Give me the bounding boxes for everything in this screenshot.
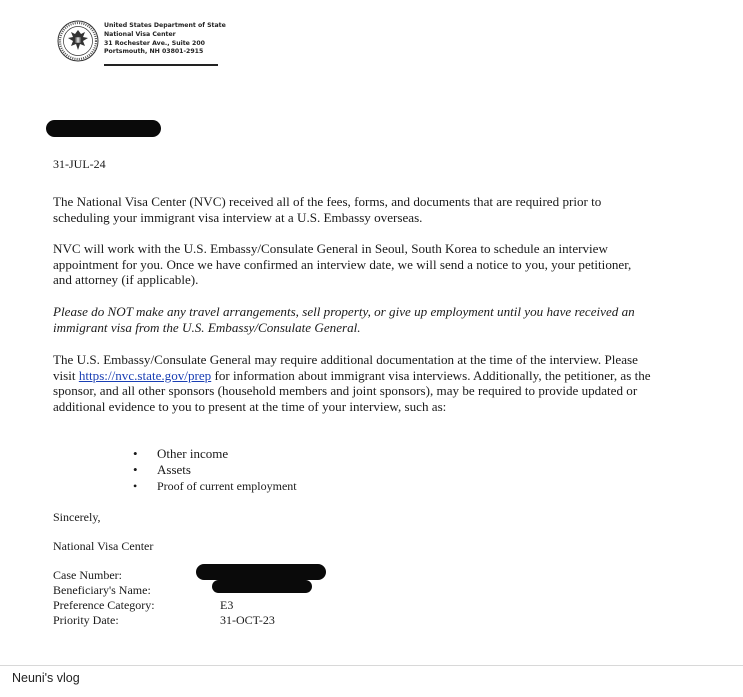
list-item: [133, 462, 297, 478]
redacted-case-number: [196, 564, 326, 580]
bullet-icon: •: [133, 479, 138, 493]
letterhead-center: National Visa Center: [104, 30, 176, 38]
letterhead-city: Portsmouth, NH 03801-2915: [104, 48, 204, 56]
list-item-label: Proof of current employment: [157, 479, 297, 493]
list-item-label: Assets: [157, 462, 191, 477]
paragraph-fees-received: The National Visa Center (NVC) received all of the fees, forms, and documents that are required prior to scheduling your immigrant visa interview at a U.S. Embassy overseas.: [53, 194, 602, 225]
priority-label: Priority Date:: [53, 613, 119, 627]
priority-value: 31-OCT-23: [220, 613, 275, 627]
list-item: [133, 446, 297, 462]
redacted-recipient: [46, 120, 161, 137]
letterhead-street: 31 Rochester Ave., Suite 200: [104, 39, 205, 47]
case-number-label: Case Number:: [53, 568, 122, 582]
nvc-prep-link[interactable]: https://nvc.state.gov/prep: [78, 367, 212, 383]
list-item-label: Other income: [157, 446, 229, 461]
beneficiary-label: Beneficiary's Name:: [53, 583, 151, 597]
redacted-beneficiary-name: [212, 580, 312, 593]
watermark-caption: Neuni's vlog: [12, 671, 80, 685]
evidence-list: [133, 446, 297, 494]
list-item: [133, 478, 297, 494]
letterhead-rule: [104, 64, 218, 66]
preference-value: E3: [220, 598, 234, 612]
letter-date: 31-JUL-24: [53, 157, 106, 171]
documentation-text-end: for information about immigrant visa interviews. Additionally, the petitioner, as the sponsor, and all other sponsors (household members and joint sponsors), may be required to provide updated or additional evidence to you to present at the time of your interview, such as:: [53, 367, 651, 414]
letterhead: [104, 22, 226, 57]
bullet-icon: •: [133, 462, 138, 477]
paragraph-documentation: [53, 352, 653, 414]
documentation-text-start: The U.S. Embassy/Consulate General may require additional documentation at the time of the interview. Please visit: [53, 352, 638, 383]
great-seal-icon: [57, 20, 99, 62]
preference-row: [53, 598, 353, 613]
preference-label: Preference Category:: [53, 598, 155, 612]
priority-row: [53, 613, 353, 628]
bullet-icon: •: [133, 446, 138, 461]
paragraph-travel-warning: Please do NOT make any travel arrangements, sell property, or give up employment until you have received an immigrant visa from the U.S. Embassy/Consulate General.: [53, 304, 635, 335]
paragraph-scheduling: NVC will work with the U.S. Embassy/Consulate General in Seoul, South Korea to schedule an interview appointment for you. Once we have confirmed an interview date, we will send a notice to you, your petitioner, and attorney (if applicable).: [53, 241, 632, 288]
signature: National Visa Center: [53, 539, 154, 553]
letterhead-department: United States Department of State: [104, 22, 226, 29]
closing: Sincerely,: [53, 510, 101, 524]
